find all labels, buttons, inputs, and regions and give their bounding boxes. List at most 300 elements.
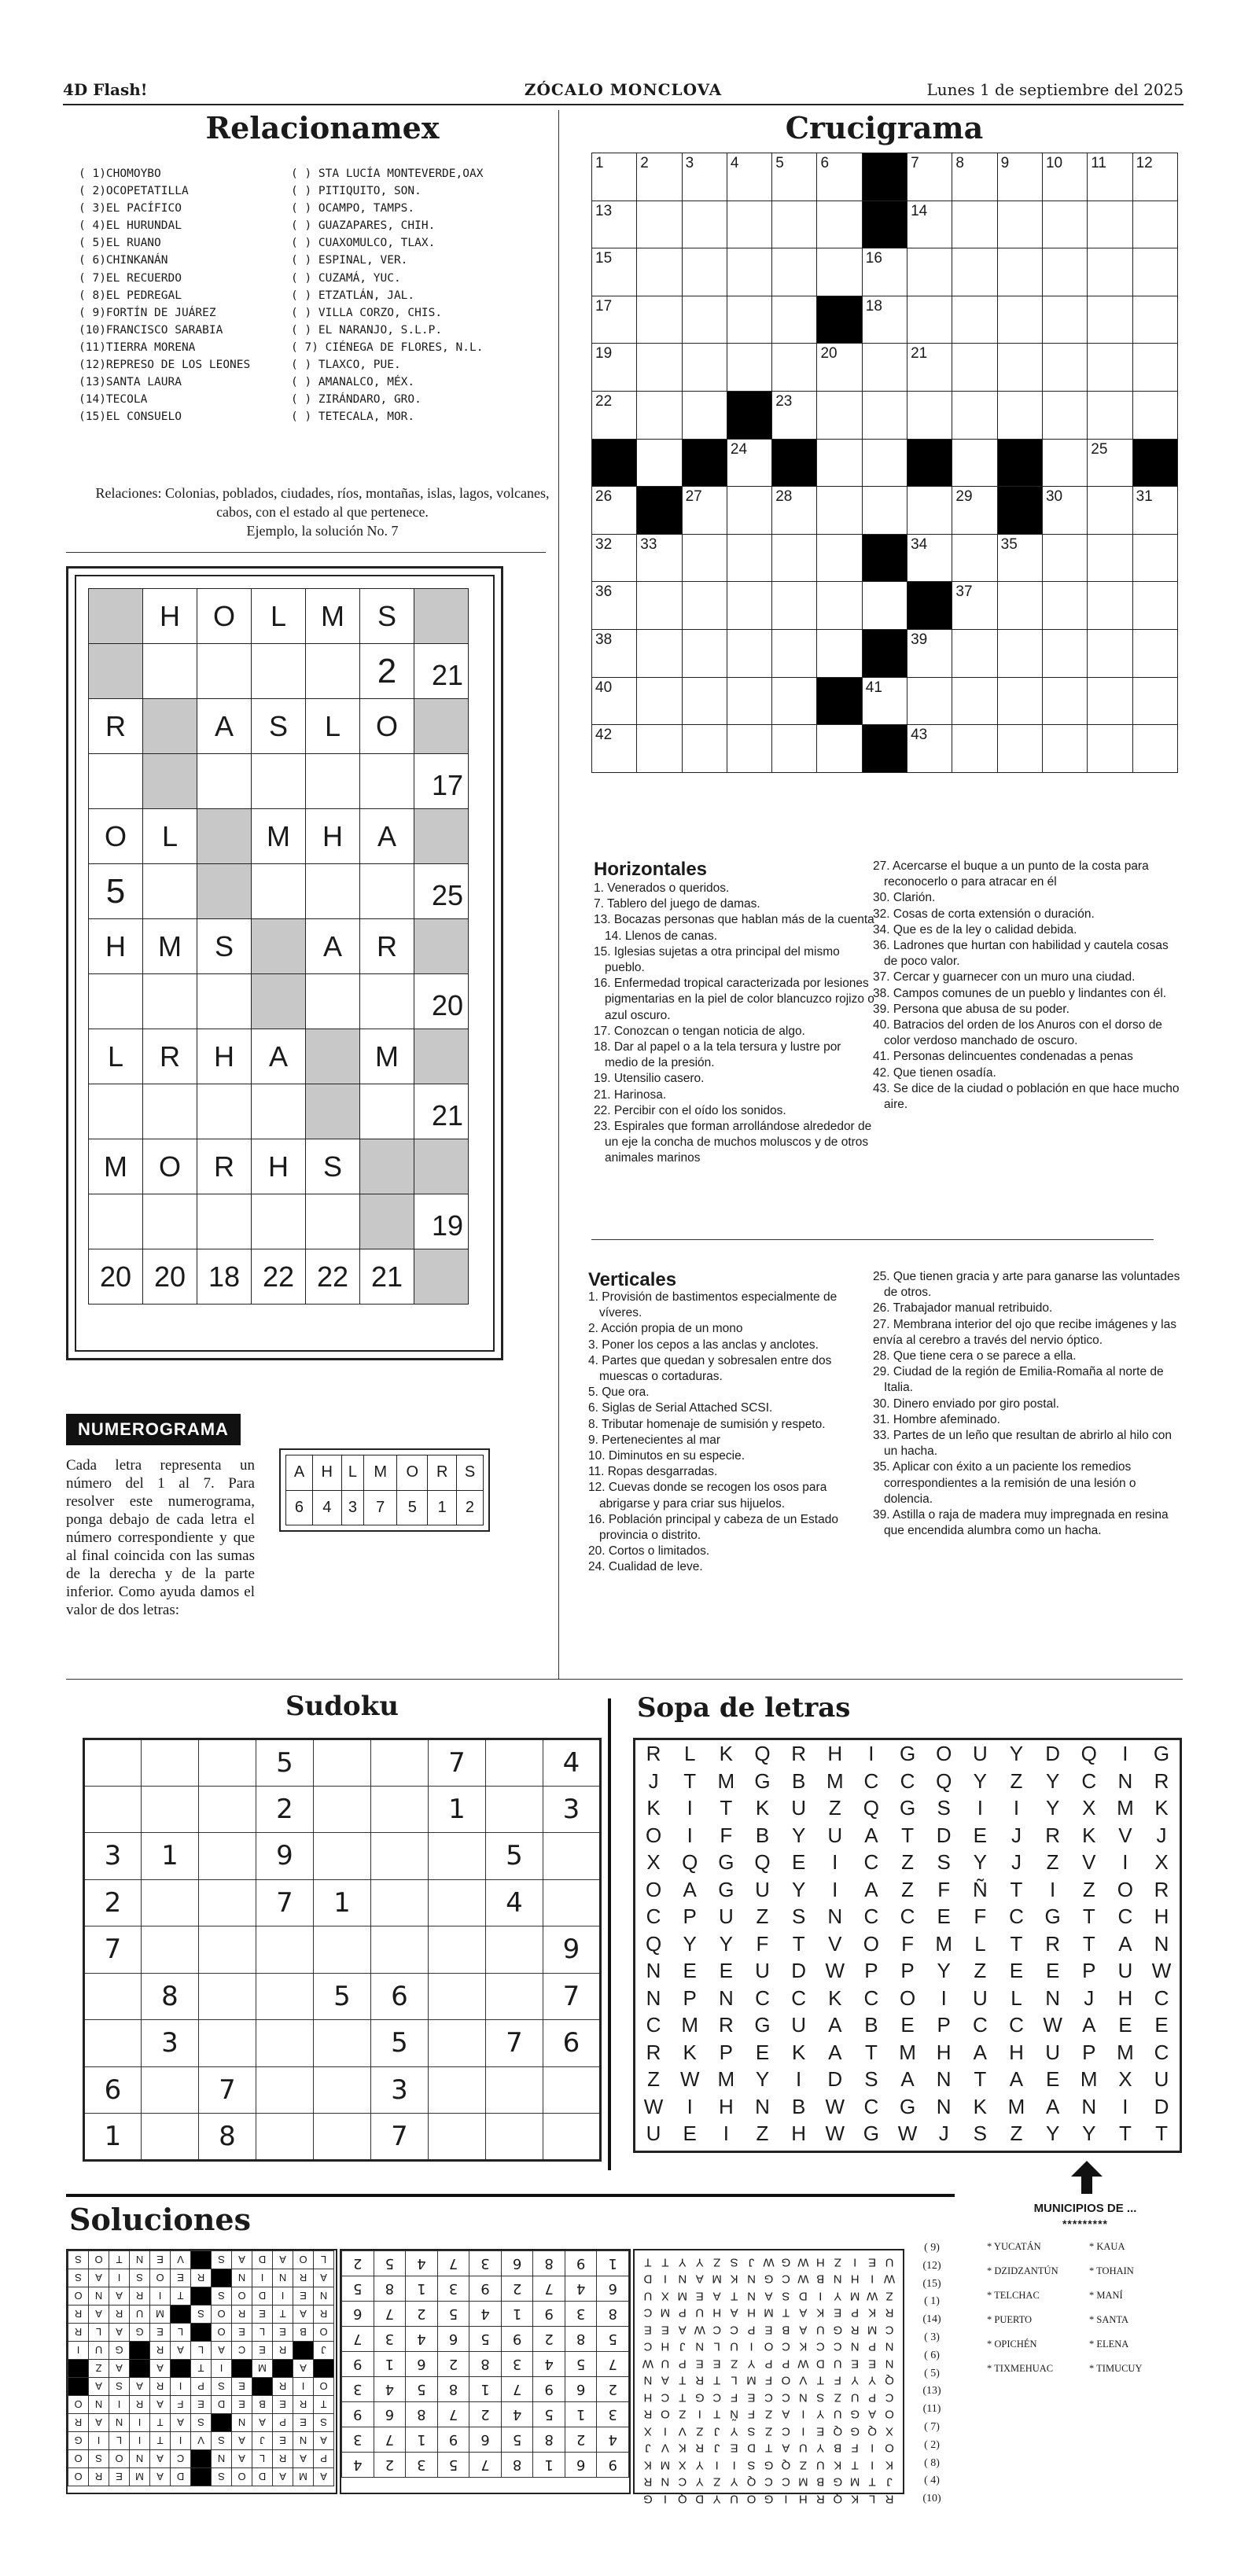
sudoku-cell[interactable]: [256, 2066, 314, 2114]
solucion-sopa-letter: U: [730, 2492, 739, 2506]
sudoku-cell[interactable]: 3: [543, 1786, 601, 1833]
crucigrama-cell[interactable]: 40: [592, 677, 637, 725]
crucigrama-cell[interactable]: [637, 725, 682, 773]
crucigrama-cell[interactable]: [772, 725, 817, 773]
sudoku-cell[interactable]: 5: [371, 2020, 429, 2067]
crucigrama-cell[interactable]: [1088, 391, 1132, 439]
crucigrama-cell[interactable]: 3: [682, 153, 727, 201]
crucigrama-cell[interactable]: [1132, 582, 1177, 630]
solucion-sopa-letter: V: [661, 2442, 669, 2455]
sudoku-cell[interactable]: [314, 1926, 371, 1974]
crucigrama-cell[interactable]: [1042, 391, 1087, 439]
crucigrama-cell[interactable]: [1132, 248, 1177, 296]
crucigrama-cell[interactable]: [1042, 725, 1087, 773]
sudoku-cell[interactable]: 7: [543, 1973, 601, 2020]
sudoku-cell[interactable]: [142, 1739, 199, 1787]
crucigrama-cell[interactable]: 15: [592, 248, 637, 296]
sudoku-row: [84, 1739, 601, 1787]
crucigrama-cell[interactable]: [637, 344, 682, 392]
sudoku-cell[interactable]: 7: [429, 1739, 486, 1787]
numerograma-cell: [414, 1139, 469, 1194]
crucigrama-cell[interactable]: [952, 677, 997, 725]
sudoku-cell[interactable]: 6: [371, 1973, 429, 2020]
crucigrama-cell[interactable]: 37: [952, 582, 997, 630]
solucion-sopa-letter: H: [712, 2306, 722, 2320]
solucion-cell: R: [89, 2468, 109, 2486]
sudoku-cell[interactable]: 7: [256, 1879, 314, 1926]
crucigrama-cell[interactable]: [817, 487, 862, 535]
sopa-letter: O: [645, 1823, 662, 1847]
crucigrama-cell[interactable]: [682, 582, 727, 630]
crucigrama-cell[interactable]: [997, 391, 1042, 439]
sudoku-cell[interactable]: [199, 1786, 256, 1833]
sudoku-cell[interactable]: [486, 2114, 543, 2161]
numerograma-cell: [143, 1084, 197, 1139]
solucion-block: [130, 2342, 150, 2360]
crucigrama-cell[interactable]: [637, 248, 682, 296]
crucigrama-cell[interactable]: [862, 391, 907, 439]
sudoku-cell[interactable]: [142, 2066, 199, 2114]
sudoku-cell[interactable]: [256, 1926, 314, 1974]
crucigrama-cell[interactable]: [1132, 629, 1177, 677]
sudoku-cell[interactable]: [84, 1739, 142, 1787]
crucigrama-cell[interactable]: 11: [1088, 153, 1132, 201]
sudoku-cell[interactable]: [371, 1833, 429, 1880]
sudoku-cell[interactable]: [371, 1739, 429, 1787]
municipio: * TOHAIN: [1089, 2265, 1134, 2276]
sopa-letter: N: [755, 2094, 770, 2118]
sudoku-cell[interactable]: [543, 2114, 601, 2161]
sudoku-cell[interactable]: 2: [84, 1879, 142, 1926]
solucion-relacionamex-item: ( 5): [924, 2367, 940, 2379]
crucigrama-cell[interactable]: 27: [682, 487, 727, 535]
sudoku-cell[interactable]: [199, 1879, 256, 1926]
crucigrama-cell[interactable]: [817, 201, 862, 248]
sudoku-cell[interactable]: [314, 2020, 371, 2067]
solucion-cell: P: [314, 2450, 334, 2468]
crucigrama-cell[interactable]: [727, 344, 771, 392]
crucigrama-cell[interactable]: 35: [997, 534, 1042, 582]
solucion-cell: G: [109, 2342, 130, 2360]
crucigrama-cell[interactable]: [682, 677, 727, 725]
crucigrama-cell[interactable]: 18: [862, 296, 907, 344]
solucion-sopa-letter: E: [764, 2323, 773, 2337]
crucigrama-cell[interactable]: [997, 629, 1042, 677]
solucion-sopa-letter: U: [643, 2289, 653, 2303]
crucigrama-cell[interactable]: [997, 677, 1042, 725]
crucigrama-cell[interactable]: 8: [952, 153, 997, 201]
sopa-letter: M: [1007, 2094, 1025, 2118]
sopa-row: [635, 1822, 1180, 1849]
crucigrama-cell[interactable]: [1042, 248, 1087, 296]
crucigrama-cell[interactable]: [817, 582, 862, 630]
sudoku-cell[interactable]: [371, 1926, 429, 1974]
sudoku-cell[interactable]: [314, 1739, 371, 1787]
solucion-sopa-letter: F: [834, 2374, 841, 2387]
crucigrama-cell[interactable]: [1042, 534, 1087, 582]
sopa-letter: U: [827, 1823, 843, 1847]
crucigrama-cell[interactable]: [682, 391, 727, 439]
crucigrama-cell[interactable]: [727, 201, 771, 248]
crucigrama-cell[interactable]: 12: [1132, 153, 1177, 201]
crucigrama-cell[interactable]: [1132, 725, 1177, 773]
sopa-letter: K: [719, 1742, 734, 1765]
crucigrama-cell[interactable]: [727, 629, 771, 677]
sudoku-cell[interactable]: [486, 1926, 543, 1974]
crucigrama-cell[interactable]: [817, 391, 862, 439]
sudoku-cell[interactable]: [84, 1973, 142, 2020]
crucigrama-cell[interactable]: [637, 439, 682, 487]
crucigrama-cell[interactable]: [952, 344, 997, 392]
crucigrama-cell[interactable]: 21: [907, 344, 952, 392]
sudoku-cell[interactable]: [256, 2114, 314, 2161]
sopa-letter: A: [1118, 1931, 1132, 1956]
crucigrama-cell[interactable]: [997, 201, 1042, 248]
crucigrama-cell[interactable]: [1088, 344, 1132, 392]
solucion-cell: L: [109, 2432, 130, 2450]
solucion-cell: M: [150, 2306, 171, 2324]
crucigrama-cell[interactable]: [682, 248, 727, 296]
crucigrama-cell[interactable]: [817, 629, 862, 677]
crucigrama-cell[interactable]: [637, 296, 682, 344]
crucigrama-cell[interactable]: [727, 582, 771, 630]
crucigrama-cell[interactable]: [682, 629, 727, 677]
sudoku-cell[interactable]: [199, 1973, 256, 2020]
sudoku-cell[interactable]: 5: [256, 1739, 314, 1787]
clue: 16. Enfermedad tropical caracterizada por lesiones pigmentarias en la piel de color blancuzco rojizo o azul oscuro.: [594, 977, 874, 1022]
solucion-cell: E: [293, 2414, 314, 2432]
crucigrama-cell[interactable]: 7: [907, 153, 952, 201]
crucigrama-cell[interactable]: 6: [817, 153, 862, 201]
sudoku-cell[interactable]: 5: [314, 1973, 371, 2020]
crucigrama-cell[interactable]: [862, 582, 907, 630]
sudoku-cell[interactable]: [429, 2020, 486, 2067]
crucigrama-cell[interactable]: [1042, 582, 1087, 630]
crucigrama-cell[interactable]: [952, 296, 997, 344]
crucigrama-cell[interactable]: [997, 344, 1042, 392]
crucigrama-cell[interactable]: 32: [592, 534, 637, 582]
sudoku-cell[interactable]: [486, 1739, 543, 1787]
crucigrama-cell[interactable]: [727, 677, 771, 725]
crucigrama-cell[interactable]: [682, 344, 727, 392]
clue: 18. Dar al papel o a la tela tersura y lustre por medio de la presión.: [594, 1040, 841, 1070]
sudoku-cell[interactable]: [142, 1786, 199, 1833]
sudoku-cell[interactable]: [429, 1973, 486, 2020]
solucion-sopa-letter: K: [868, 2306, 877, 2320]
crucigrama-cell[interactable]: [952, 629, 997, 677]
sopa-letter: U: [755, 1959, 770, 1982]
crucigrama-cell[interactable]: 2: [637, 153, 682, 201]
crucigrama-cell[interactable]: [1088, 629, 1132, 677]
crucigrama-cell[interactable]: 13: [592, 201, 637, 248]
sudoku-cell[interactable]: [486, 2066, 543, 2114]
crucigrama-cell[interactable]: [1088, 582, 1132, 630]
crucigrama-cell[interactable]: [637, 629, 682, 677]
crucigrama-cell[interactable]: [1042, 677, 1087, 725]
clue: 3. Poner los cepos a las anclas y anclotes.: [588, 1338, 819, 1352]
sudoku-cell[interactable]: [371, 1879, 429, 1926]
sudoku-cell[interactable]: [314, 2066, 371, 2114]
crucigrama-cell[interactable]: [637, 201, 682, 248]
municipios-title: MUNICIPIOS DE ...: [1033, 2202, 1137, 2215]
crucigrama-cell[interactable]: [1042, 201, 1087, 248]
crucigrama-cell[interactable]: [772, 344, 817, 392]
crucigrama-cell[interactable]: 34: [907, 534, 952, 582]
crucigrama-block: [862, 534, 907, 582]
sudoku-cell[interactable]: [486, 1786, 543, 1833]
crucigrama-cell[interactable]: 33: [637, 534, 682, 582]
crucigrama-cell[interactable]: [727, 725, 771, 773]
sudoku-cell[interactable]: [142, 1926, 199, 1974]
sudoku-cell[interactable]: [429, 1879, 486, 1926]
crucigrama-cell[interactable]: 42: [592, 725, 637, 773]
sopa-letter: F: [901, 1931, 914, 1956]
crucigrama-cell[interactable]: [772, 248, 817, 296]
sudoku-cell[interactable]: [429, 2066, 486, 2114]
sudoku-cell[interactable]: [84, 1786, 142, 1833]
crucigrama-cell[interactable]: [637, 391, 682, 439]
sudoku-cell[interactable]: 3: [84, 1833, 142, 1880]
crucigrama-cell[interactable]: [1132, 344, 1177, 392]
sudoku-cell[interactable]: 8: [199, 2114, 256, 2161]
crucigrama-cell[interactable]: [952, 725, 997, 773]
crucigrama-cell[interactable]: [727, 296, 771, 344]
crucigrama-cell[interactable]: 26: [592, 487, 637, 535]
numerograma-key-letter: M: [364, 1455, 397, 1491]
solucion-sopa-row: [639, 2372, 898, 2390]
sudoku-cell[interactable]: 8: [142, 1973, 199, 2020]
crucigrama-cell[interactable]: [907, 248, 952, 296]
sudoku-cell[interactable]: [314, 1833, 371, 1880]
crucigrama-cell[interactable]: [772, 534, 817, 582]
crucigrama-cell[interactable]: [862, 344, 907, 392]
crucigrama-cell[interactable]: 36: [592, 582, 637, 630]
numerograma-cell: [306, 644, 360, 699]
sudoku-cell[interactable]: [199, 2020, 256, 2067]
solucion-sopa-letter: K: [851, 2492, 860, 2506]
sudoku-cell[interactable]: [256, 2020, 314, 2067]
sudoku-cell[interactable]: [142, 1879, 199, 1926]
sudoku-cell[interactable]: 7: [84, 1926, 142, 1974]
crucigrama-cell[interactable]: [817, 725, 862, 773]
sudoku-cell[interactable]: 1: [429, 1786, 486, 1833]
crucigrama-cell[interactable]: [727, 248, 771, 296]
crucigrama-cell[interactable]: [997, 725, 1042, 773]
sopa-letter: S: [973, 2122, 987, 2145]
crucigrama-cell[interactable]: 22: [592, 391, 637, 439]
clue: 34. Que es de la ley o calidad debida.: [873, 922, 1077, 937]
sudoku-cell[interactable]: 1: [84, 2114, 142, 2161]
crucigrama-cell[interactable]: [682, 201, 727, 248]
sudoku-cell[interactable]: 3: [371, 2066, 429, 2114]
crucigrama-cell[interactable]: [772, 296, 817, 344]
sopa-letter: C: [1081, 1768, 1097, 1793]
sudoku-cell[interactable]: [199, 1833, 256, 1880]
crucigrama-cell[interactable]: [997, 296, 1042, 344]
crucigrama-cell[interactable]: [1132, 391, 1177, 439]
crucigrama-cell[interactable]: [862, 487, 907, 535]
solucion-sudoku-cell: 9: [533, 2302, 565, 2327]
sudoku-cell[interactable]: [543, 2066, 601, 2114]
crucigrama-cell[interactable]: [772, 201, 817, 248]
crucigrama-cell[interactable]: [1132, 677, 1177, 725]
crucigrama-cell[interactable]: [817, 439, 862, 487]
sudoku-cell[interactable]: 5: [486, 1833, 543, 1880]
relacionamex-row: [79, 391, 566, 408]
crucigrama-cell[interactable]: [727, 487, 771, 535]
crucigrama-cell[interactable]: [1042, 296, 1087, 344]
crucigrama-cell[interactable]: [1088, 725, 1132, 773]
crucigrama-cell[interactable]: [907, 487, 952, 535]
solucion-sudoku: [340, 2249, 631, 2494]
sudoku-cell[interactable]: 7: [486, 2020, 543, 2067]
sudoku-cell[interactable]: 4: [543, 1739, 601, 1787]
crucigrama-cell[interactable]: 39: [907, 629, 952, 677]
crucigrama-cell[interactable]: [997, 582, 1042, 630]
crucigrama-cell[interactable]: [682, 296, 727, 344]
sudoku-cell[interactable]: 1: [142, 1833, 199, 1880]
sudoku-cell[interactable]: [142, 2114, 199, 2161]
sudoku-cell[interactable]: [314, 1786, 371, 1833]
solucion-sopa-letter: G: [850, 2408, 860, 2421]
sudoku-cell[interactable]: 2: [256, 1786, 314, 1833]
crucigrama-cell[interactable]: [1132, 534, 1177, 582]
clue: 33. Partes de un leño que resultan de abrirlo al hilo con un hacha.: [873, 1429, 1172, 1459]
crucigrama-cell[interactable]: [1088, 296, 1132, 344]
crucigrama-cell[interactable]: [997, 248, 1042, 296]
crucigrama-cell[interactable]: 41: [862, 677, 907, 725]
sopa-letter: R: [1045, 1931, 1060, 1956]
crucigrama-cell[interactable]: [772, 582, 817, 630]
crucigrama-cell[interactable]: [1088, 677, 1132, 725]
relacionamex-place: (14)TECOLA: [79, 393, 148, 407]
solucion-cell: O: [232, 2287, 252, 2306]
solucion-sudoku-cell: 4: [469, 2302, 502, 2327]
crucigrama-cell[interactable]: 38: [592, 629, 637, 677]
crucigrama-cell[interactable]: 24: [727, 439, 771, 487]
sudoku-cell[interactable]: 3: [142, 2020, 199, 2067]
sudoku-cell[interactable]: [429, 1926, 486, 1974]
solucion-sopa-letter: W: [694, 2323, 705, 2337]
crucigrama-cell[interactable]: [772, 629, 817, 677]
crucigrama-cell[interactable]: [817, 534, 862, 582]
sopa-letter: O: [645, 1877, 662, 1901]
municipio: * YUCATÁN: [987, 2241, 1041, 2252]
crucigrama-cell[interactable]: [952, 439, 997, 487]
crucigrama-cell[interactable]: 20: [817, 344, 862, 392]
numerograma-cell: [360, 1194, 414, 1249]
solucion-sopa-letter: H: [643, 2390, 653, 2405]
numerograma-cell: [197, 1194, 252, 1249]
crucigrama-cell[interactable]: [952, 248, 997, 296]
crucigrama-cell[interactable]: 17: [592, 296, 637, 344]
crucigrama-cell[interactable]: [1132, 296, 1177, 344]
crucigrama-cell[interactable]: [637, 582, 682, 630]
crucigrama-cell[interactable]: [952, 391, 997, 439]
sudoku-cell[interactable]: [199, 1926, 256, 1974]
crucigrama-cell[interactable]: [907, 677, 952, 725]
crucigrama-cell[interactable]: [1088, 201, 1132, 248]
crucigrama-cell[interactable]: [1042, 344, 1087, 392]
sudoku-cell[interactable]: [199, 1739, 256, 1787]
crucigrama-cell[interactable]: [952, 534, 997, 582]
sudoku-cell[interactable]: 7: [199, 2066, 256, 2114]
crucigrama-cell[interactable]: [907, 296, 952, 344]
crucigrama-cell[interactable]: 10: [1042, 153, 1087, 201]
solucion-sopa-letter: I: [715, 2458, 719, 2472]
crucigrama-cell[interactable]: [637, 677, 682, 725]
sudoku-cell[interactable]: [543, 1879, 601, 1926]
crucigrama-cell[interactable]: 16: [862, 248, 907, 296]
crucigrama-cell[interactable]: 28: [772, 487, 817, 535]
crucigrama-cell[interactable]: 19: [592, 344, 637, 392]
crucigrama-row: [592, 153, 1178, 201]
crucigrama-cell[interactable]: 43: [907, 725, 952, 773]
crucigrama-cell[interactable]: [1042, 439, 1087, 487]
crucigrama-cell[interactable]: [1088, 248, 1132, 296]
crucigrama-cell[interactable]: [682, 534, 727, 582]
crucigrama-cell[interactable]: [952, 201, 997, 248]
crucigrama-cell[interactable]: 4: [727, 153, 771, 201]
crucigrama-cell[interactable]: 30: [1042, 487, 1087, 535]
crucigrama-cell[interactable]: 23: [772, 391, 817, 439]
sudoku-cell[interactable]: [486, 1973, 543, 2020]
sudoku-cell[interactable]: [543, 1833, 601, 1880]
sudoku-cell[interactable]: 6: [543, 2020, 601, 2067]
crucigrama-cell[interactable]: [907, 391, 952, 439]
sudoku-row: [84, 1879, 601, 1926]
crucigrama-cell[interactable]: [1042, 629, 1087, 677]
solucion-cell: S: [89, 2450, 109, 2468]
crucigrama-cell[interactable]: [862, 439, 907, 487]
crucigrama-cell[interactable]: 14: [907, 201, 952, 248]
sudoku-cell[interactable]: 1: [314, 1879, 371, 1926]
crucigrama-cell[interactable]: 31: [1132, 487, 1177, 535]
crucigrama-cell[interactable]: 9: [997, 153, 1042, 201]
crucigrama-cell[interactable]: [1132, 201, 1177, 248]
sudoku-cell[interactable]: 9: [543, 1926, 601, 1974]
crucigrama-cell[interactable]: [727, 534, 771, 582]
municipio: * OPICHÉN: [987, 2339, 1037, 2350]
crucigrama-cell[interactable]: [772, 677, 817, 725]
sudoku-cell[interactable]: 6: [84, 2066, 142, 2114]
crucigrama-cell[interactable]: [1088, 534, 1132, 582]
crucigrama-cell[interactable]: [682, 725, 727, 773]
sudoku-cell[interactable]: [256, 1973, 314, 2020]
sudoku-cell[interactable]: 9: [256, 1833, 314, 1880]
sudoku-cell[interactable]: [371, 1786, 429, 1833]
sudoku-cell[interactable]: [314, 2114, 371, 2161]
sudoku-cell[interactable]: [429, 2114, 486, 2161]
crucigrama-cell[interactable]: [1088, 487, 1132, 535]
sopa-letter: H: [936, 2040, 952, 2064]
sudoku-cell[interactable]: 4: [486, 1879, 543, 1926]
sopa-letter: U: [1117, 1959, 1133, 1982]
sudoku-cell[interactable]: [84, 2020, 142, 2067]
sopa-letter: E: [791, 1850, 806, 1874]
crucigrama-cell[interactable]: 25: [1088, 439, 1132, 487]
sudoku-cell[interactable]: 7: [371, 2114, 429, 2161]
crucigrama-cell[interactable]: 29: [952, 487, 997, 535]
numerograma-key-letter: S: [456, 1455, 483, 1491]
crucigrama-cell[interactable]: 5: [772, 153, 817, 201]
crucigrama-cell[interactable]: [817, 248, 862, 296]
solucion-cell: A: [232, 2251, 252, 2269]
sudoku-cell[interactable]: [429, 1833, 486, 1880]
solucion-sudoku-row: [342, 2327, 629, 2352]
numerograma-key-number: 7: [364, 1490, 397, 1525]
crucigrama-cell[interactable]: 1: [592, 153, 637, 201]
